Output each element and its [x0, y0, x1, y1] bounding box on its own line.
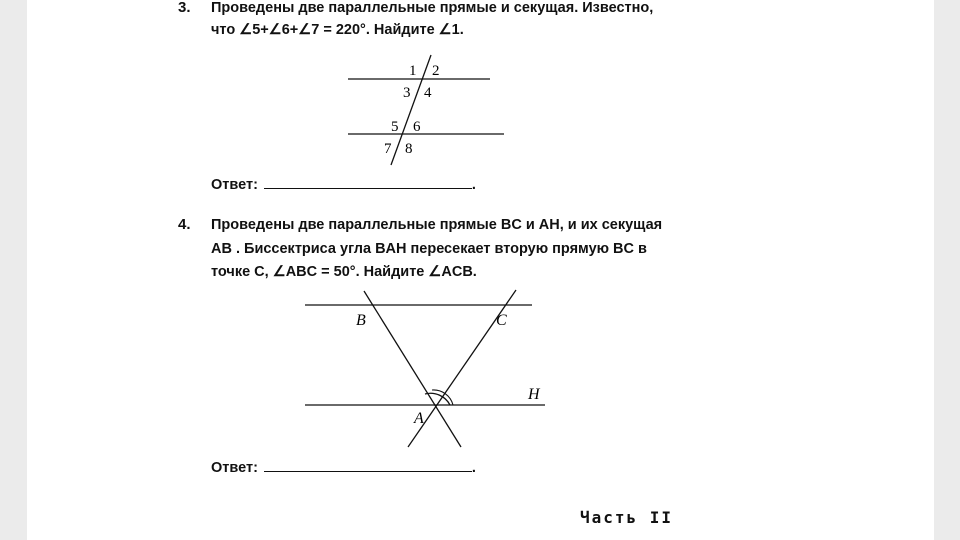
problem-3-answer [211, 176, 476, 193]
problem-4-text-line-2: AB . Биссектриса угла BAH пересекает вторую прямую BC в [211, 241, 647, 257]
angle-label-7: 7 [384, 141, 392, 157]
problem-4-answer-end: . [471, 460, 476, 476]
problem-4-answer-label: Ответ: [211, 460, 258, 476]
problem-3-answer-end: . [471, 177, 476, 193]
angle-label-2: 2 [432, 63, 440, 79]
problem-4-answer [211, 459, 476, 476]
angle-label-8: 8 [405, 141, 413, 157]
angle-label-1: 1 [409, 63, 417, 79]
problem-4-number: 4. [178, 216, 191, 233]
point-label-h: H [528, 386, 540, 403]
problem-3-text-line-1: Проведены две параллельные прямые и секущая. Известно, [211, 0, 654, 16]
problem-3-answer-label: Ответ: [211, 177, 258, 193]
part-heading: Часть II [580, 508, 674, 527]
secant-ab [364, 291, 461, 447]
problem-3-number: 3. [178, 0, 191, 16]
angle-label-6: 6 [413, 119, 421, 135]
point-label-a: A [414, 410, 424, 427]
angle-label-3: 3 [403, 85, 411, 101]
problem-4-text-line-3: точке C, ∠ABC = 50°. Найдите ∠ACB. [211, 264, 477, 280]
problem-3-text-line-2: что ∠5+∠6+∠7 = 220°. Найдите ∠1. [211, 22, 464, 38]
problem-3-answer-field[interactable] [264, 176, 472, 189]
point-label-b: B [356, 312, 366, 329]
problem-4-answer-field[interactable] [264, 459, 472, 472]
problem-4-text-line-1: Проведены две параллельные прямые BC и AH, и их секущая [211, 217, 663, 233]
point-label-c: C [496, 312, 507, 329]
angle-label-4: 4 [424, 85, 432, 101]
angle-label-5: 5 [391, 119, 399, 135]
